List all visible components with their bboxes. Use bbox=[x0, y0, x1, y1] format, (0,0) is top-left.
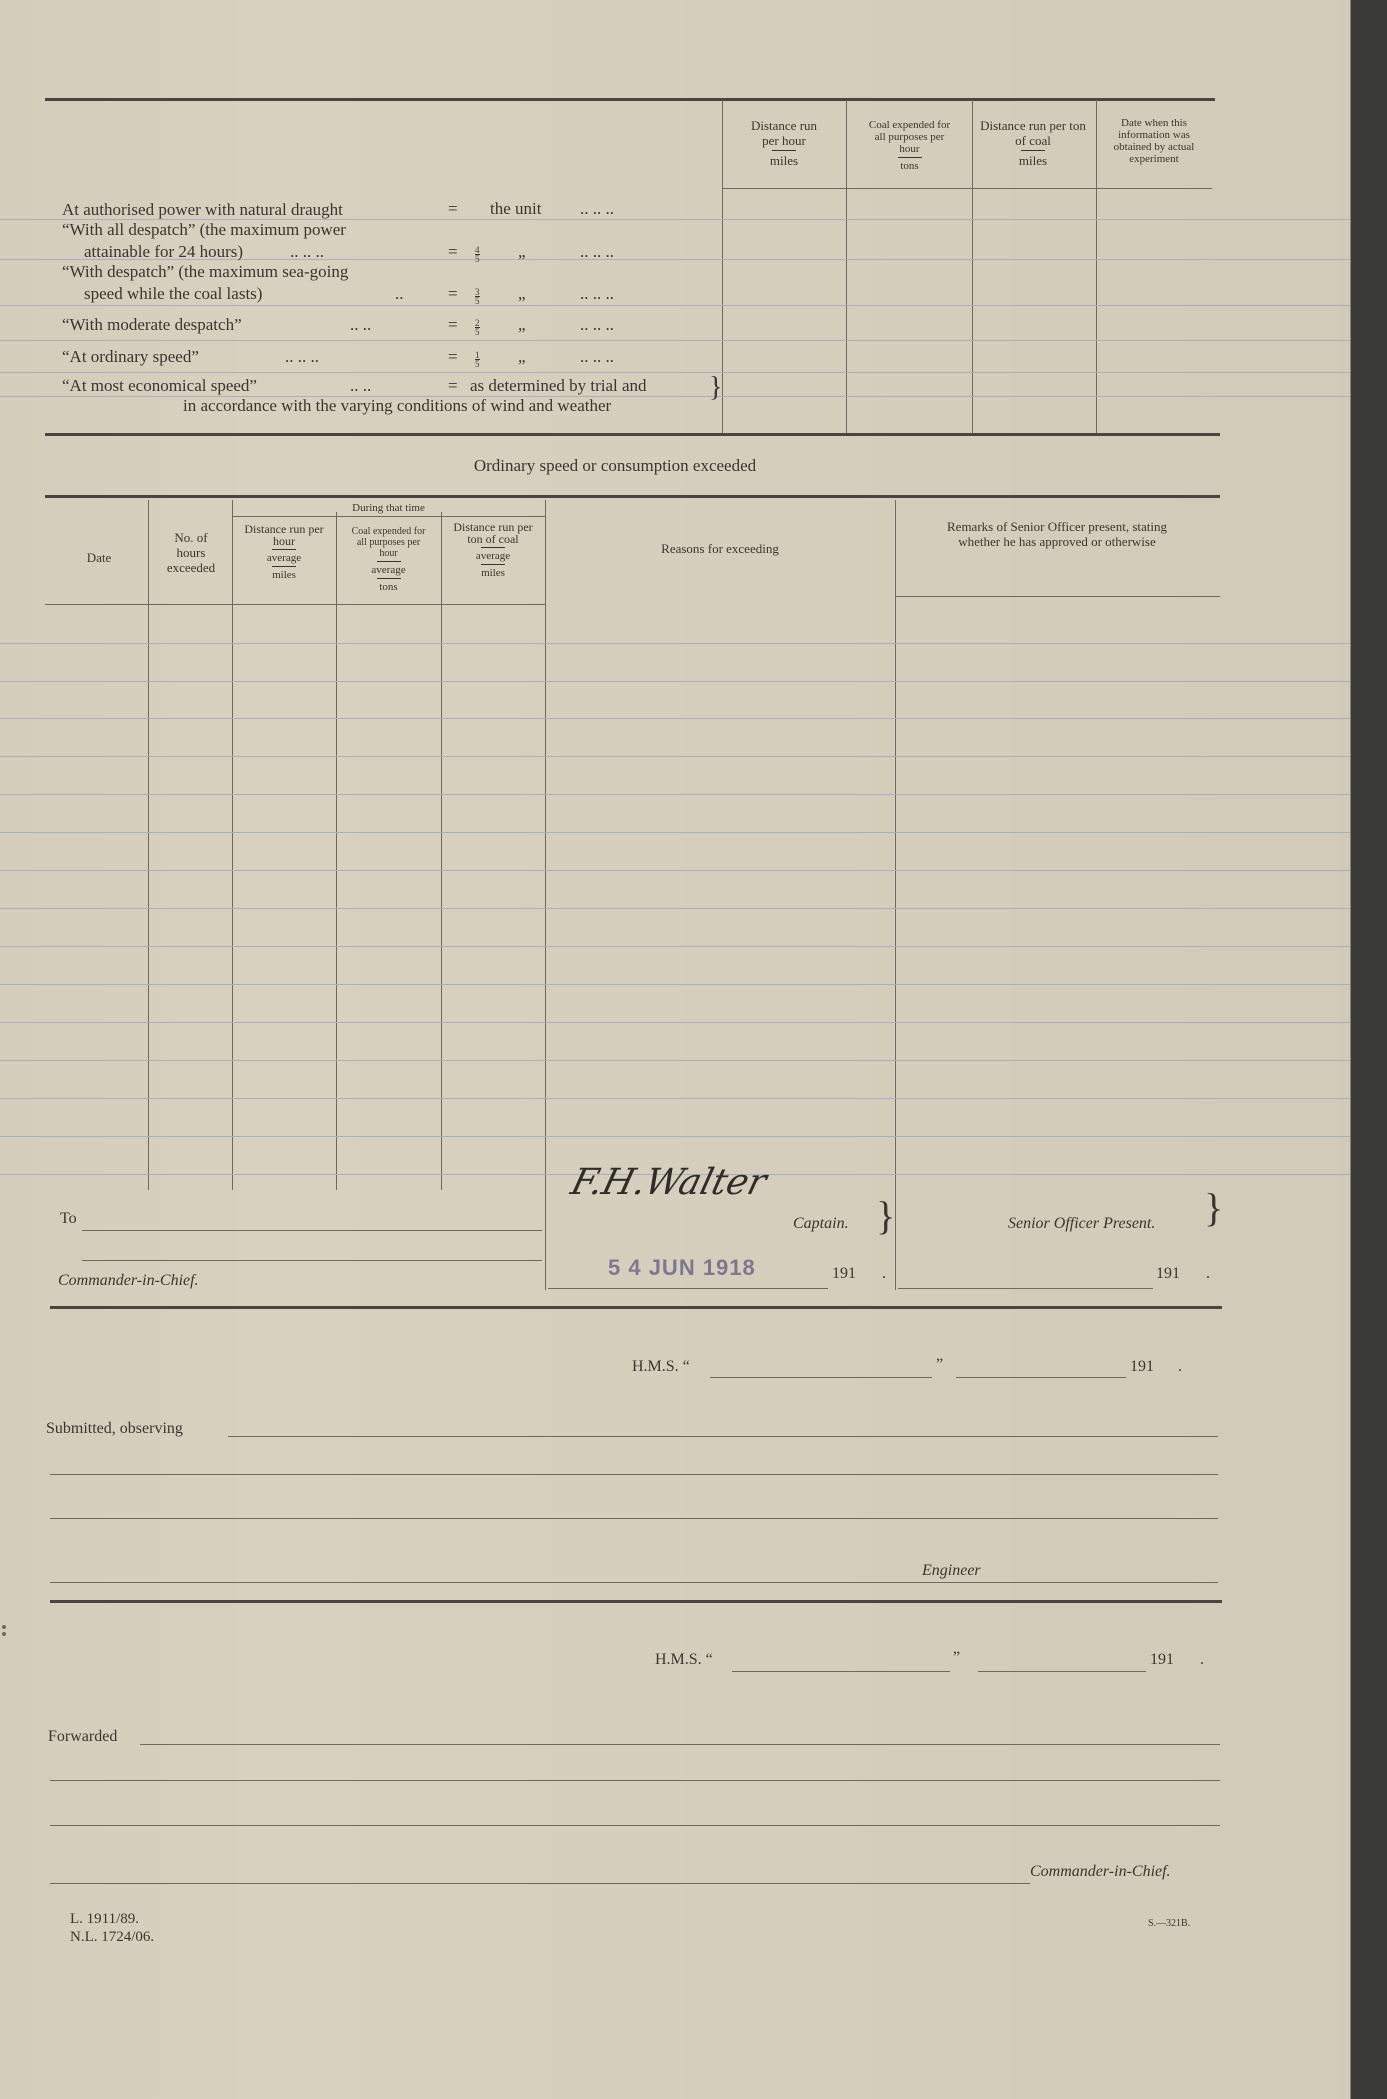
top-rule bbox=[45, 98, 1215, 101]
row-all-despatch-label-2: attainable for 24 hours) bbox=[84, 242, 244, 261]
section-title: Ordinary speed or consumption exceeded bbox=[473, 456, 757, 475]
period: . bbox=[1178, 1358, 1182, 1375]
ruled-line bbox=[0, 1060, 1350, 1061]
col-header-avg: average bbox=[371, 564, 406, 576]
row-economical-speed-label: “At most economical speed” bbox=[62, 376, 257, 395]
hms-close-quote: ” bbox=[953, 1649, 961, 1666]
brace-glyph: } bbox=[876, 1193, 896, 1238]
row-despatch-label-2: speed while the coal lasts) bbox=[84, 284, 263, 303]
col-header-unit: miles bbox=[481, 567, 505, 579]
ruled-line bbox=[0, 832, 1350, 833]
hms-date-line bbox=[978, 1671, 1146, 1672]
col-header-distance-ton bbox=[974, 118, 1092, 168]
col-header-unit: tons bbox=[900, 160, 919, 172]
equals-sign: = bbox=[448, 242, 458, 261]
header-underline bbox=[45, 604, 545, 605]
col-header-avg: average bbox=[266, 552, 302, 564]
signature-bottom-rule bbox=[50, 1306, 1222, 1309]
row-despatch-label: “With despatch” (the maximum sea-going bbox=[62, 262, 349, 281]
equals-sign: = bbox=[448, 199, 458, 218]
captain-signature: F.H.Walter bbox=[566, 1162, 771, 1203]
col-header-coal-hour bbox=[852, 119, 967, 172]
to-line bbox=[82, 1230, 542, 1231]
ruled-line bbox=[0, 794, 1350, 795]
col-header-text: No. of hours exceeded bbox=[166, 530, 216, 575]
brace-glyph: } bbox=[709, 372, 723, 403]
header-rule bbox=[481, 564, 505, 565]
col-header-distance-hour bbox=[727, 118, 841, 168]
commander-in-chief-label: Commander-in-Chief. bbox=[58, 1272, 199, 1289]
submitted-label: Submitted, observing bbox=[46, 1420, 183, 1437]
period: . bbox=[882, 1265, 886, 1282]
leader-dots: .. bbox=[395, 284, 404, 303]
fraction-two-fifths: $\frac{2}{5}$ bbox=[475, 317, 480, 337]
submitted-line-2 bbox=[50, 1474, 1218, 1475]
col-header-text: Distance run per ton of coal bbox=[453, 520, 533, 546]
bottom-col-divider bbox=[336, 512, 337, 1190]
commander-in-chief-label: Commander-in-Chief. bbox=[1030, 1863, 1171, 1880]
leader-dots: .. .. .. bbox=[580, 284, 614, 303]
col-header-reasons: Reasons for exceeding bbox=[661, 541, 779, 556]
col-header-text: Date when this information was obtained by actual experiment bbox=[1113, 117, 1195, 165]
hms1-bottom-rule bbox=[50, 1600, 1222, 1603]
header-rule bbox=[772, 150, 796, 151]
header-underline bbox=[722, 188, 1212, 189]
row-economical-speed-label-2: in accordance with the varying conditions of wind and weather bbox=[183, 396, 612, 415]
equals-sign: = bbox=[448, 376, 458, 395]
col-header-dist-ton bbox=[443, 521, 543, 579]
footer-ref-2: N.L. 1724/06. bbox=[70, 1929, 155, 1945]
ruled-line bbox=[0, 305, 1350, 306]
row-natural-draught-label: At authorised power with natural draught bbox=[62, 200, 343, 219]
period: . bbox=[1200, 1651, 1204, 1668]
senior-year: 191 bbox=[1156, 1265, 1180, 1282]
date-stamp: 5 4 JUN 1918 bbox=[608, 1255, 756, 1280]
ruled-line bbox=[0, 372, 1350, 373]
top-table-bottom-rule bbox=[45, 433, 1220, 436]
ruled-line bbox=[0, 643, 1350, 644]
row-natural-draught-value: the unit bbox=[490, 199, 542, 218]
fraction-four-fifths: $\frac{4}{5}$ bbox=[475, 244, 480, 264]
leader-dots: .. .. .. bbox=[580, 199, 614, 218]
binding-mark bbox=[2, 1625, 6, 1629]
engineer-line bbox=[50, 1582, 1218, 1583]
row-economical-speed-value: as determined by trial and bbox=[470, 376, 647, 395]
leader-dots: .. .. .. bbox=[290, 242, 324, 261]
bottom-table-top-rule bbox=[45, 495, 1220, 498]
captain-label: Captain. bbox=[793, 1215, 849, 1232]
brace-glyph: } bbox=[1204, 1185, 1224, 1230]
submitted-line-3 bbox=[50, 1518, 1218, 1519]
top-col-divider bbox=[846, 100, 847, 434]
footer-form-code: S.—321B. bbox=[1148, 1918, 1191, 1929]
top-col-divider bbox=[972, 100, 973, 434]
to-line-2 bbox=[82, 1260, 542, 1261]
col-header-coal bbox=[338, 526, 439, 593]
header-underline bbox=[895, 596, 1220, 597]
ruled-line bbox=[0, 340, 1350, 341]
leader-dots: .. .. bbox=[350, 315, 372, 334]
col-header-dist-hour bbox=[234, 523, 334, 581]
ditto-mark: „ bbox=[518, 315, 526, 334]
forwarded-line bbox=[140, 1744, 1220, 1745]
bottom-col-divider bbox=[441, 512, 442, 1190]
hms-close-quote: ” bbox=[936, 1356, 944, 1373]
fraction-three-fifths: $\frac{3}{5}$ bbox=[475, 286, 480, 306]
col-header-text: Coal expended for all purposes per hour bbox=[351, 526, 426, 559]
during-that-time-label: During that time bbox=[352, 502, 425, 514]
top-col-divider bbox=[1096, 100, 1097, 434]
header-rule bbox=[272, 549, 296, 550]
during-underline bbox=[232, 516, 545, 517]
ruled-line bbox=[0, 946, 1350, 947]
hms-name-line bbox=[732, 1671, 950, 1672]
ruled-line bbox=[0, 681, 1350, 682]
ruled-line bbox=[0, 1136, 1350, 1137]
ruled-line bbox=[0, 984, 1350, 985]
engineer-label: Engineer bbox=[922, 1562, 981, 1579]
equals-sign: = bbox=[448, 315, 458, 334]
ditto-mark: „ bbox=[518, 242, 526, 261]
binding-mark bbox=[2, 1632, 6, 1636]
row-all-despatch-label: “With all despatch” (the maximum power bbox=[62, 220, 346, 239]
ruled-line bbox=[0, 1022, 1350, 1023]
bottom-col-divider bbox=[895, 500, 896, 1290]
leader-dots: .. .. .. bbox=[580, 242, 614, 261]
hms-year: 191 bbox=[1150, 1651, 1174, 1668]
header-rule bbox=[377, 561, 401, 562]
leader-dots: .. .. .. bbox=[285, 347, 319, 366]
leader-dots: .. .. .. bbox=[580, 347, 614, 366]
col-header-unit: tons bbox=[379, 581, 398, 593]
col-header-hours-exceeded bbox=[150, 530, 232, 575]
equals-sign: = bbox=[448, 347, 458, 366]
forwarded-line-2 bbox=[50, 1780, 1220, 1781]
hms-name-line bbox=[710, 1377, 932, 1378]
col-header-unit: miles bbox=[272, 569, 296, 581]
equals-sign: = bbox=[448, 284, 458, 303]
leader-dots: .. .. .. bbox=[580, 315, 614, 334]
ruled-line bbox=[0, 870, 1350, 871]
header-rule bbox=[272, 566, 296, 567]
period: . bbox=[1206, 1265, 1210, 1282]
footer-ref-1: L. 1911/89. bbox=[70, 1911, 140, 1927]
header-rule bbox=[377, 578, 401, 579]
hms-date-line bbox=[956, 1377, 1126, 1378]
col-header-date: Date bbox=[86, 550, 112, 565]
forwarded-line-3 bbox=[50, 1825, 1220, 1826]
captain-year: 191 bbox=[832, 1265, 856, 1282]
ditto-mark: „ bbox=[518, 347, 526, 366]
ruled-line bbox=[0, 756, 1350, 757]
hms-year: 191 bbox=[1130, 1358, 1154, 1375]
fraction-one-fifth: $\frac{1}{5}$ bbox=[475, 349, 480, 369]
header-rule bbox=[1021, 150, 1045, 151]
captain-date-line bbox=[548, 1288, 828, 1289]
hms-label: H.M.S. “ bbox=[655, 1651, 713, 1668]
col-header-remarks bbox=[897, 519, 1217, 549]
bottom-col-divider bbox=[545, 500, 546, 1290]
ruled-line bbox=[0, 1098, 1350, 1099]
col-header-unit: miles bbox=[769, 153, 799, 168]
col-header-text: Remarks of Senior Officer present, stating whether he has approved or otherwise bbox=[947, 519, 1167, 549]
row-ordinary-speed-label: “At ordinary speed” bbox=[62, 347, 199, 366]
col-header-text: Distance run per hour bbox=[750, 118, 818, 148]
col-header-text: Distance run per hour bbox=[244, 522, 324, 548]
to-label: To bbox=[60, 1210, 77, 1227]
col-header-text: Coal expended for all purposes per hour bbox=[868, 119, 951, 155]
senior-officer-label: Senior Officer Present. bbox=[1008, 1215, 1156, 1232]
leader-dots: .. .. bbox=[350, 376, 372, 395]
col-header-avg: average bbox=[475, 550, 511, 562]
ruled-line bbox=[0, 718, 1350, 719]
col-header-unit: miles bbox=[1018, 153, 1048, 168]
header-rule bbox=[481, 547, 505, 548]
submitted-line bbox=[228, 1436, 1218, 1437]
cic-line bbox=[50, 1883, 1030, 1884]
col-header-date-experiment bbox=[1098, 117, 1210, 165]
ruled-line bbox=[0, 908, 1350, 909]
row-moderate-despatch-label: “With moderate despatch” bbox=[62, 315, 242, 334]
col-header-text: Distance run per ton of coal bbox=[980, 118, 1086, 148]
header-rule bbox=[898, 157, 922, 158]
ditto-mark: „ bbox=[518, 284, 526, 303]
senior-date-line bbox=[898, 1288, 1153, 1289]
forwarded-label: Forwarded bbox=[48, 1728, 118, 1745]
hms-label: H.M.S. “ bbox=[632, 1358, 690, 1375]
